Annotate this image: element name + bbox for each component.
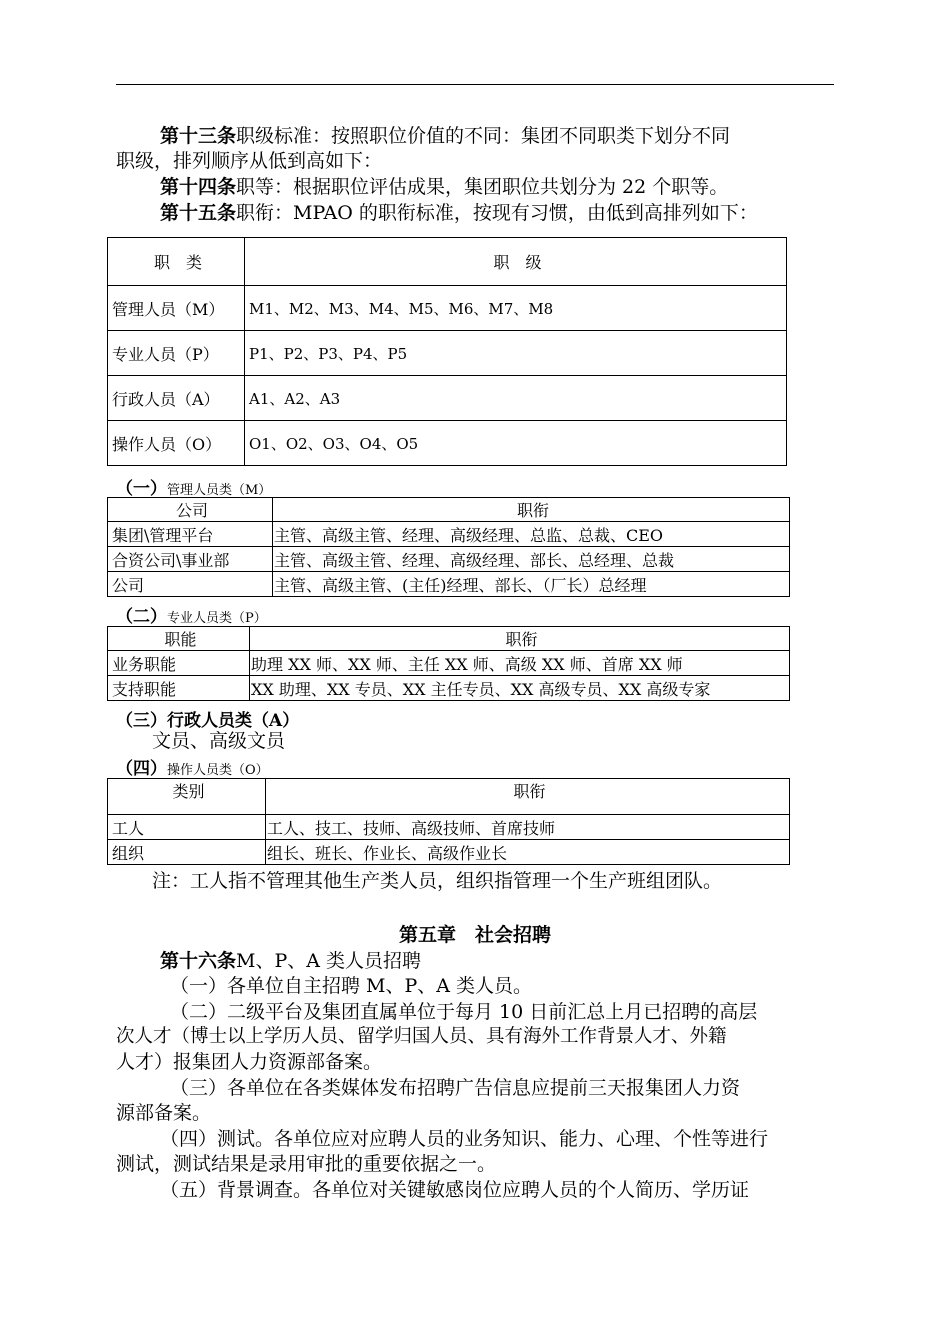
note: 注：工人指不管理其他生产类人员，组织指管理一个生产班组团队。 <box>152 870 723 892</box>
ops-header-title: 职衔 <box>266 779 790 815</box>
section-4-heading <box>116 754 269 779</box>
prof-header-title: 职衔 <box>250 627 790 651</box>
article-15-label: 第十五条 <box>160 202 237 224</box>
management-table <box>107 497 790 597</box>
article-16-text: M、P、A 类人员招聘 <box>236 950 422 972</box>
article-14 <box>160 175 728 199</box>
grade-header-level: 职 级 <box>245 238 787 286</box>
grade-cell: 管理人员（M） <box>108 286 245 331</box>
grade-table <box>107 237 787 466</box>
grade-cell: 专业人员（P） <box>108 331 245 376</box>
item-5: （五）背景调查。各单位对关键敏感岗位应聘人员的个人简历、学历证 <box>160 1179 750 1201</box>
header-rule <box>116 84 834 85</box>
ops-cell: 组织 <box>108 840 266 865</box>
item-4: （四）测试。各单位应对应聘人员的业务知识、能力、心理、个性等进行 <box>160 1128 769 1150</box>
article-16 <box>160 949 421 973</box>
section-1-title: 管理人员类（M） <box>167 483 272 498</box>
professional-table <box>107 626 790 701</box>
item-1: （一）各单位自主招聘 M、P、A 类人员。 <box>170 975 533 997</box>
prof-cell: 业务职能 <box>108 651 250 676</box>
ops-header-type: 类别 <box>108 779 266 815</box>
article-13-cont: 职级，排列顺序从低到高如下： <box>116 150 383 172</box>
prof-header-function: 职能 <box>108 627 250 651</box>
grade-cell: P1、P2、P3、P4、P5 <box>245 331 787 376</box>
article-13-label: 第十三条 <box>160 125 237 147</box>
item-4-cont: 测试，测试结果是录用审批的重要依据之一。 <box>116 1153 497 1175</box>
mgmt-header-company: 公司 <box>108 498 273 522</box>
grade-cell: 操作人员（O） <box>108 421 245 466</box>
section-3-heading: （三）行政人员类（A） <box>116 711 300 731</box>
item-2-cont: 次人才（博士以上学历人员、留学归国人员、具有海外工作背景人才、外籍 <box>116 1026 727 1047</box>
article-14-text: 职等：根据职位评估成果，集团职位共划分为 22 个职等。 <box>236 176 729 198</box>
mgmt-cell: 主管、高级主管、(主任)经理、部长、（厂长）总经理 <box>273 572 790 597</box>
grade-cell: 行政人员（A） <box>108 376 245 421</box>
item-3: （三）各单位在各类媒体发布招聘广告信息应提前三天报集团人力资 <box>170 1077 741 1099</box>
grade-header-category: 职 类 <box>108 238 245 286</box>
prof-cell: XX 助理、XX 专员、XX 主任专员、XX 高级专员、XX 高级专家 <box>250 676 790 701</box>
ops-cell: 组长、班长、作业长、高级作业长 <box>266 840 790 865</box>
prof-cell: 支持职能 <box>108 676 250 701</box>
section-4-title: 操作人员类（O） <box>167 763 269 778</box>
mgmt-cell: 主管、高级主管、经理、高级经理、总监、总裁、CEO <box>273 522 790 547</box>
section-2-heading <box>116 602 267 627</box>
mgmt-cell: 主管、高级主管、经理、高级经理、部长、总经理、总裁 <box>273 547 790 572</box>
prof-cell: 助理 XX 师、XX 师、主任 XX 师、高级 XX 师、首席 XX 师 <box>250 651 790 676</box>
section-1-label: （一） <box>116 479 167 499</box>
mgmt-cell: 公司 <box>108 572 273 597</box>
article-13 <box>160 124 730 148</box>
section-4-label: （四） <box>116 759 167 779</box>
ops-cell: 工人 <box>108 815 266 840</box>
article-16-label: 第十六条 <box>160 950 237 972</box>
article-15-text: 职衔：MPAO 的职衔标准，按现有习惯，由低到高排列如下： <box>236 202 758 224</box>
mgmt-cell: 合资公司\事业部 <box>108 547 273 572</box>
mgmt-header-title: 职衔 <box>273 498 790 522</box>
grade-cell: A1、A2、A3 <box>245 376 787 421</box>
article-14-label: 第十四条 <box>160 176 237 198</box>
section-3-text: 文员、高级文员 <box>152 730 286 752</box>
section-2-label: （二） <box>116 607 167 627</box>
mgmt-cell: 集团\管理平台 <box>108 522 273 547</box>
item-3-cont: 源部备案。 <box>116 1102 212 1124</box>
article-13-text: 职级标准：按照职位价值的不同：集团不同职类下划分不同 <box>236 125 731 147</box>
operations-table <box>107 778 790 865</box>
chapter-title: 第五章 社会招聘 <box>398 924 551 946</box>
item-2-cont: 人才）报集团人力资源部备案。 <box>116 1051 383 1073</box>
section-1-heading <box>116 474 271 499</box>
article-15 <box>160 201 758 225</box>
section-2-title: 专业人员类（P） <box>167 611 267 626</box>
item-2: （二）二级平台及集团直属单位于每月 10 日前汇总上月已招聘的高层 <box>170 1001 758 1023</box>
ops-cell: 工人、技工、技师、高级技师、首席技师 <box>266 815 790 840</box>
grade-cell: O1、O2、O3、O4、O5 <box>245 421 787 466</box>
grade-cell: M1、M2、M3、M4、M5、M6、M7、M8 <box>245 286 787 331</box>
